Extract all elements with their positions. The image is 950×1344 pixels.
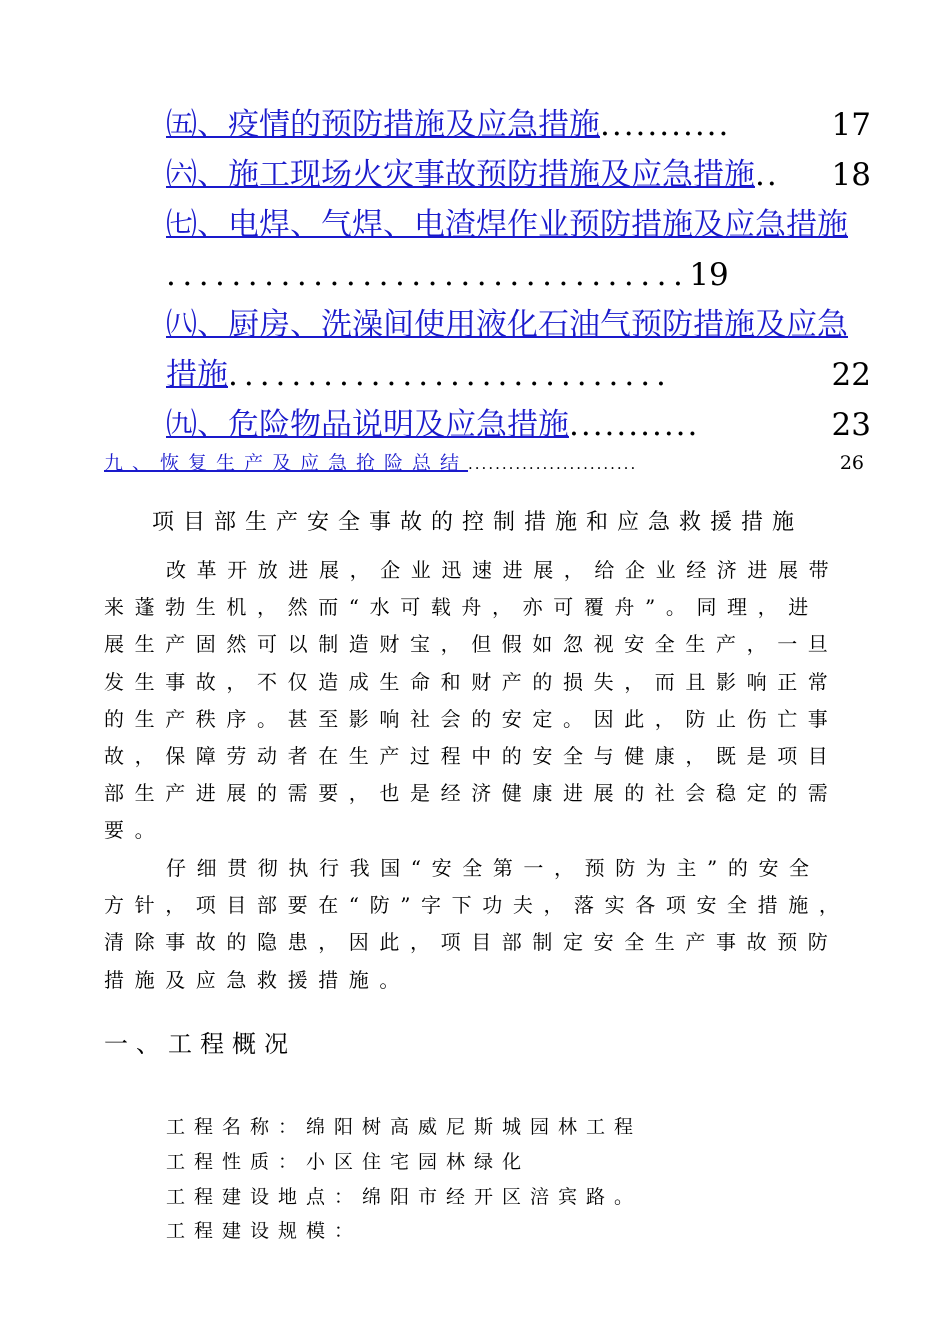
toc-link-9[interactable]: ㈨、危险物品说明及应急措施 — [166, 407, 569, 443]
toc-leader-dots: ................................ — [166, 257, 690, 293]
toc-item-6[interactable] — [166, 150, 871, 200]
project-scale: 工程建设规模： — [166, 1220, 363, 1242]
toc-page-number: 22 — [831, 357, 871, 393]
document-title: 项目部生产安全事故的控制措施和应急救援措施 — [152, 510, 804, 535]
toc-page-number: 17 — [831, 107, 871, 143]
toc-page-number: 18 — [831, 157, 871, 193]
toc-link-5[interactable]: ㈤、疫情的预防措施及应急措施 — [166, 107, 600, 143]
paragraph-line: 的生产秩序。甚至影响社会的安定。因此，防止伤亡事 — [104, 706, 839, 731]
paragraph-line: 来蓬勃生机，然而“水可载舟，亦可覆舟”。同理，进 — [104, 595, 819, 620]
toc-item-8-cont[interactable] — [166, 350, 871, 400]
project-nature: 工程性质：小区住宅园林绿化 — [166, 1151, 531, 1173]
paragraph-line: 清除事故的隐患，因此，项目部制定安全生产事故预防 — [104, 930, 839, 955]
toc-page-number: 23 — [831, 407, 871, 443]
toc-item-7[interactable] — [166, 200, 871, 250]
toc-section-9[interactable] — [104, 449, 864, 477]
toc-leader-dots: ............................ — [228, 357, 672, 393]
project-name: 工程名称：绵阳树高威尼斯城园林工程 — [166, 1116, 643, 1138]
toc-link-7[interactable]: ㈦、电焊、气焊、电渣焊作业预防措施及应急措施 — [166, 207, 848, 243]
paragraph-line: 发生事故，不仅造成生命和财产的损失，而且影响正常 — [104, 669, 839, 694]
toc-link-6[interactable]: ㈥、施工现场火灾事故预防措施及应急措施 — [166, 157, 755, 193]
paragraph-1 — [104, 552, 864, 850]
toc-leader-dots: ......................... — [468, 455, 638, 473]
toc-leader-dots: .. — [755, 157, 779, 193]
toc-link-8-cont[interactable]: 措施 — [166, 357, 228, 393]
section-heading: 一、工程概况 — [104, 1030, 296, 1058]
toc-item-5[interactable] — [166, 100, 871, 150]
paragraph-line: 要。 — [104, 818, 166, 843]
toc-leader-dots: ........... — [600, 107, 731, 143]
paragraph-line: 故，保障劳动者在生产过程中的安全与健康，既是项目 — [104, 743, 839, 768]
toc-item-9[interactable] — [166, 400, 871, 450]
paragraph-2 — [104, 850, 864, 999]
toc-link-8[interactable]: ㈧、厨房、洗澡间使用液化石油气预防措施及应急 — [166, 307, 848, 343]
paragraph-line: 仔细贯彻执行我国“安全第一，预防为主”的安全 — [166, 856, 820, 880]
paragraph-line: 展生产固然可以制造财宝，但假如忽视安全生产，一旦 — [104, 632, 839, 657]
toc-leader-dots: ........... — [569, 407, 700, 443]
paragraph-line: 方针，项目部要在“防”字下功夫，落实各项安全措施， — [104, 893, 850, 918]
toc-page-number: 19 — [689, 257, 729, 293]
toc-item-8[interactable] — [166, 300, 871, 350]
toc-page-number: 26 — [839, 452, 864, 474]
paragraph-line: 部生产进展的需要，也是经济健康进展的社会稳定的需 — [104, 781, 839, 806]
project-location: 工程建设地点：绵阳市经开区涪宾路。 — [166, 1186, 643, 1208]
toc-link-section-9[interactable]: 九、恢复生产及应急抢险总结 — [104, 452, 469, 474]
toc-item-7-leader — [166, 250, 871, 300]
paragraph-line: 措施及应急救援措施。 — [104, 967, 410, 992]
paragraph-line: 改革开放进展，企业迅速进展，给企业经济进展带 — [166, 558, 840, 582]
